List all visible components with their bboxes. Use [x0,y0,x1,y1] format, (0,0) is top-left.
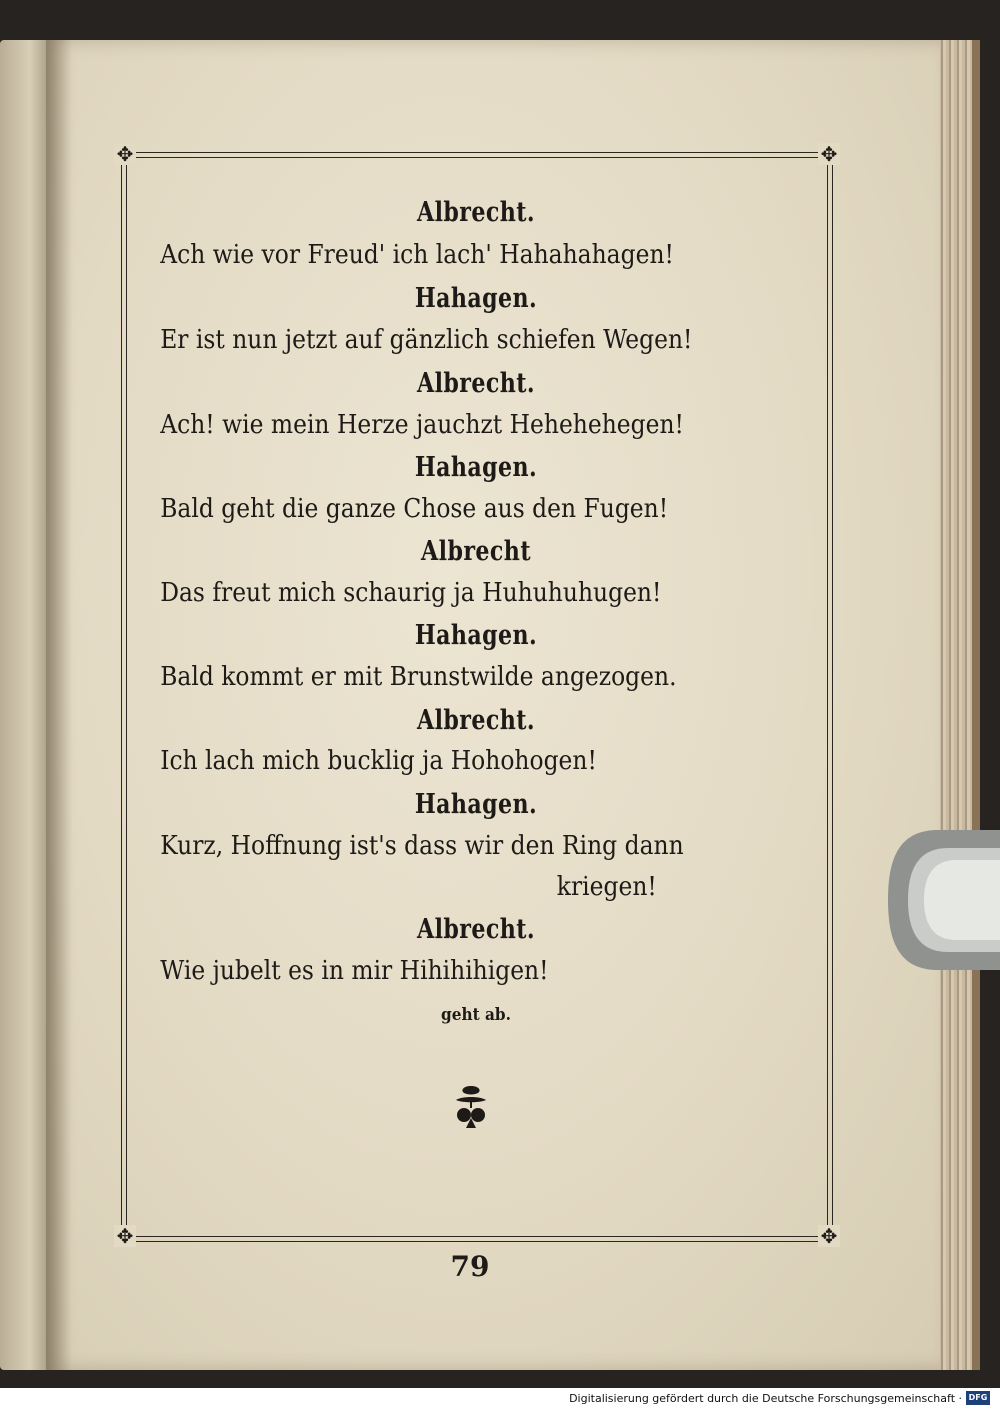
speaker-name: Hahagen. [414,620,538,651]
speaker-name: Albrecht. [416,368,536,399]
gutter-shadow [46,40,72,1370]
verse-line: Er ist nun jetzt auf gänzlich schiefen Wegen! [160,325,693,355]
speaker-name: Albrecht. [416,197,536,228]
verse-line: Ach! wie mein Herze jauchzt Hehehehegen! [160,410,684,440]
footer-credit: Digitalisierung gefördert durch die Deutsche Forschungsgemeinschaft · [569,1392,962,1405]
verse-line: Ich lach mich bucklig ja Hohohogen! [160,746,597,776]
page-number: 79 [450,1250,490,1283]
verse-line: Das freut mich schaurig ja Huhuhuhugen! [160,578,662,608]
speaker-name: Hahagen. [414,283,538,314]
dfg-logo: DFG [966,1391,990,1405]
verse-line: Kurz, Hoffnung ist's dass wir den Ring dann [160,831,684,861]
verse-line-continuation: kriegen! [556,872,657,902]
speaker-name: Albrecht. [416,705,536,736]
corner-ornament-icon: ✥ [818,1225,840,1247]
verse-line: Bald kommt er mit Brunstwilde angezogen. [160,662,677,692]
left-page-edge [0,40,50,1370]
corner-ornament-icon: ✥ [818,143,840,165]
page-frame-inner [126,157,828,1237]
speaker-name: Albrecht [421,536,531,567]
corner-ornament-icon: ✥ [114,1225,136,1247]
speaker-name: Albrecht. [416,914,536,945]
corner-ornament-icon: ✥ [114,143,136,165]
verse-line: Ach wie vor Freud' ich lach' Hahahahagen! [160,240,674,270]
speaker-name: Hahagen. [414,789,538,820]
verse-line: Bald geht die ganze Chose aus den Fugen! [160,494,669,524]
speaker-name: Hahagen. [414,452,538,483]
verse-line: Wie jubelt es in mir Hihihihigen! [160,956,549,986]
fleuron-ornament-icon [446,1082,496,1132]
stage-direction: geht ab. [441,1005,511,1025]
page-clip-tab [878,830,1000,970]
